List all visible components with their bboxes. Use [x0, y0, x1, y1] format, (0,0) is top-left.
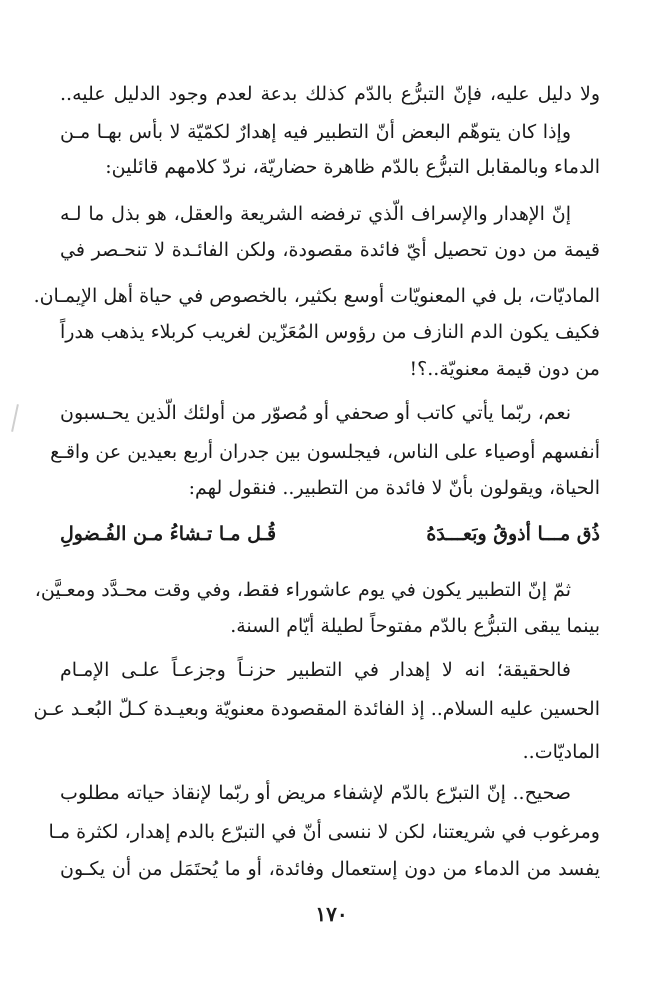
text-line: ومرغوب في شريعتنا، لكن لا ننسى أنّ في التبرّع بالدم إهدار، لكثرة مـا: [48, 821, 600, 843]
text-line: إنّ الإهدار والإسراف الّذي ترفضه الشريعة والعقل، هو بذل ما لـه: [60, 203, 571, 225]
text-line: فكيف يكون الدم النازف من رؤوس المُعَزّين لغريب كربلاء يذهب هدراً: [60, 321, 600, 343]
text-line: الدماء وبالمقابل التبرُّع بالدّم ظاهرة حضاريّة، نردّ كلامهم قائلين:: [105, 156, 600, 178]
text-line: الحسين عليه السلام.. إذ الفائدة المقصودة معنويّة وبعيـدة كـلّ البُعـد عـن: [33, 698, 600, 720]
text-line: نعم، ربّما يأتي كاتب أو صحفي أو مُصوّر من أولئك الّذين يحـسبون: [60, 402, 571, 424]
text-line: ولا دليل عليه، فإنّ التبرُّع بالدّم كذلك بدعة لعدم وجود الدليل عليه..: [60, 83, 600, 105]
text-line: صحيح.. إنّ التبرّع بالدّم لإشفاء مريض أو ربّما لإنقاذ حياته مطلوب: [60, 782, 571, 804]
poetry-verse: [60, 520, 600, 550]
text-line: الحياة، ويقولون بأنّ لا فائدة من التطبير.. فنقول لهم:: [188, 477, 600, 499]
text-line: ثمّ إنّ التطبير يكون في يوم عاشوراء فقط، وفي وقت محـدَّد ومعـيَّن،: [34, 579, 571, 601]
text-line: بينما يبقى التبرُّع بالدّم مفتوحاً لطيلة أيّام السنة.: [230, 615, 600, 637]
text-line: من دون قيمة معنويّة..؟!: [409, 358, 600, 380]
page-number: ١٧٠: [315, 902, 348, 926]
text-line: يفسد من الدماء من دون إستعمال وفائدة، أو ما يُحتَمَل من أن يكـون: [60, 858, 600, 880]
margin-mark: [11, 404, 19, 432]
text-line: فالحقيقة؛ انه لا إهدار في التطبير حزنـاً وجزعـاً علـى الإمـام: [60, 659, 571, 681]
text-line: الماديّات..: [522, 741, 600, 763]
text-line: وإذا كان يتوهّم البعض أنّ التطبير فيه إهدارٌ لكمّيّة لا بأس بهـا مـن: [60, 121, 571, 143]
text-line: الماديّات، بل في المعنويّات أوسع بكثير، بالخصوص في حياة أهل الإيمـان.: [33, 285, 600, 307]
verse-first-hemistich: ذُق مـــا أذوقُ وبَعـــدَهُ: [426, 523, 600, 545]
text-line: قيمة من دون تحصيل أيّ فائدة مقصودة، ولكن الفائـدة لا تنحـصر في: [60, 239, 600, 261]
verse-second-hemistich: قُـل مـا تـشاءُ مـن الفُـضولِ: [60, 523, 277, 545]
text-line: أنفسهم أوصياء على الناس، فيجلسون بين جدران أربع بعيدين عن واقـع: [50, 441, 600, 463]
